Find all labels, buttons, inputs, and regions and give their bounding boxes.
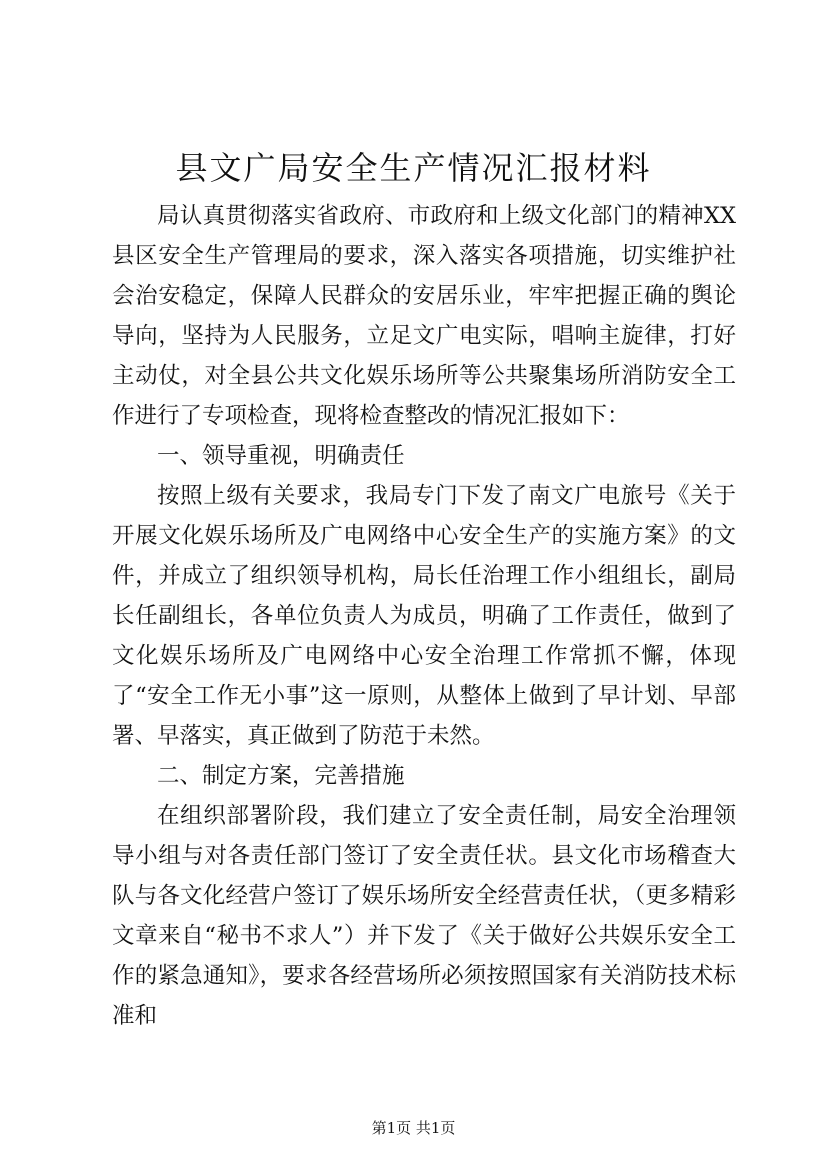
section-2-paragraph: 在组织部署阶段，我们建立了安全责任制，局安全治理领导小组与对各责任部门签订了安全责任状。县文化市场稽查大队与各文化经营户签订了娱乐场所安全经营责任状，（更多精彩文章来自“秘书不求人”）并下发了《关于做好公共娱乐安全工作的紧急通知》，要求各经营场所必须按照国家有关消防技术标准和 xyxy=(112,803,736,1029)
section-heading-1: 一、领导重视，明确责任 xyxy=(157,443,405,469)
document-title: 县文广局安全生产情况汇报材料 xyxy=(175,149,652,187)
document-body xyxy=(112,196,736,1036)
section-1-paragraph: 按照上级有关要求，我局专门下发了南文广电旅号《关于开展文化娱乐场所及广电网络中心安全生产的实施方案》的文件，并成立了组织领导机构，局长任治理工作小组组长，副局长任副组长，各单位负责人为成员，明确了工作责任，做到了文化娱乐场所及广电网络中心安全治理工作常抓不懈，体现了“安全工作无小事”这一原则，从整体上做到了早计划、早部署、早落实，真正做到了防范于未然。 xyxy=(112,483,736,749)
section-heading-2: 二、制定方案，完善措施 xyxy=(157,763,405,789)
intro-paragraph: 局认真贯彻落实省政府、市政府和上级文化部门的精神XX县区安全生产管理局的要求，深入落实各项措施，切实维护社会治安稳定，保障人民群众的安居乐业，牢牢把握正确的舆论导向，坚持为人民服务，立足文广电实际，唱响主旋律，打好主动仗，对全县公共文化娱乐场所等公共聚集场所消防安全工作进行了专项检查，现将检查整改的情况汇报如下： xyxy=(112,203,736,429)
page-footer: 第1页 共1页 xyxy=(371,1119,456,1137)
